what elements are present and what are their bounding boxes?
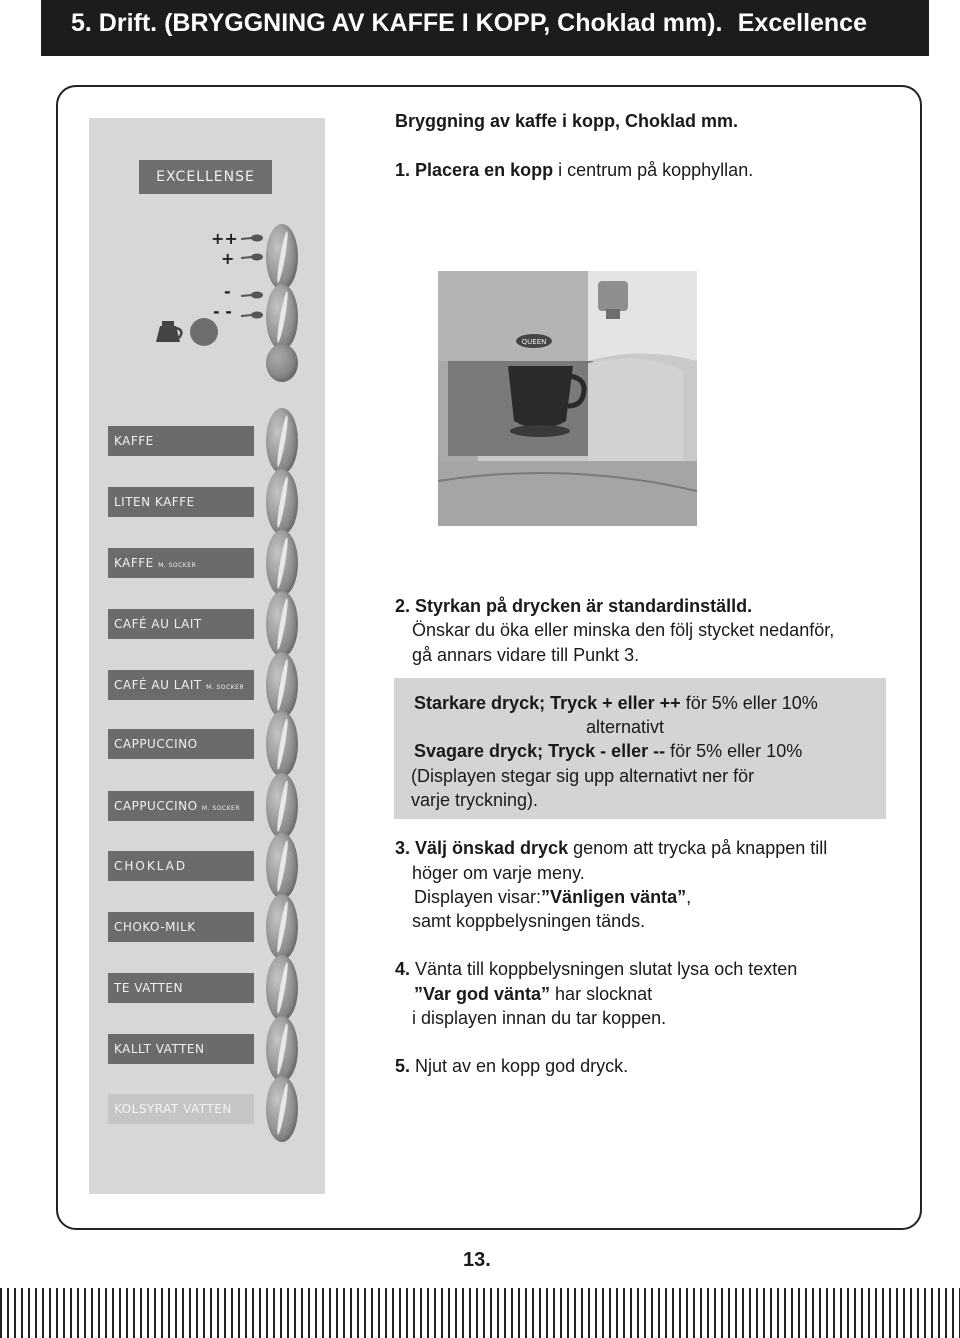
header-title: 5. Drift. (BRYGGNING AV KAFFE I KOPP, Choklad mm). xyxy=(71,9,723,37)
step-2-line3: gå annars vidare till Punkt 3. xyxy=(412,645,640,665)
spoon-icon xyxy=(241,291,263,299)
box-line-4: (Displayen stegar sig upp alternativt ner för xyxy=(411,766,755,786)
drink-button-kaffe[interactable] xyxy=(266,408,298,474)
drink-label-kaffe: KAFFE xyxy=(108,426,254,456)
section-heading: Bryggning av kaffe i kopp, Choklad mm. xyxy=(395,111,739,131)
drink-label-cappuccino-socker: CAPPUCCINO M. SOCKER xyxy=(108,791,254,821)
strength-plus-plus-label: ++ xyxy=(211,229,238,248)
step-3: 3. Välj önskad dryck genom att trycka på knappen till xyxy=(395,838,828,858)
drink-button-kaffe-socker[interactable] xyxy=(266,530,298,596)
step-3-line4: samt koppbelysningen tänds. xyxy=(412,911,646,931)
strength-increase-button[interactable] xyxy=(266,224,298,290)
box-line-1: Starkare dryck; Tryck + eller ++ för 5% eller 10% xyxy=(414,693,818,713)
drink-label-kallt-vatten: KALLT VATTEN xyxy=(108,1034,254,1064)
machine-photo xyxy=(438,271,697,526)
strength-plus-label: + xyxy=(221,249,235,268)
coffee-machine-image xyxy=(438,271,697,526)
header-brand: Excellence xyxy=(737,9,867,37)
drink-label-choklad: CHOKLAD xyxy=(108,851,254,881)
drink-label-kaffe-socker: KAFFE M. SOCKER xyxy=(108,548,254,578)
spoon-icon xyxy=(241,234,263,242)
drink-button-kolsyrat-vatten[interactable] xyxy=(266,1076,298,1142)
strength-minus-minus-label: - - xyxy=(213,302,232,321)
page-number: 13. xyxy=(463,1249,491,1271)
box-line-5: varje tryckning). xyxy=(411,790,539,810)
drink-button-liten-kaffe[interactable] xyxy=(266,469,298,535)
drink-label-liten-kaffe: LITEN KAFFE xyxy=(108,487,254,517)
drink-button-cappuccino[interactable] xyxy=(266,711,298,777)
spoon-icon xyxy=(241,311,263,319)
step-2-title: 2. Styrkan på drycken är standardinställd. xyxy=(395,596,753,616)
step-4-line3: i displayen innan du tar koppen. xyxy=(412,1008,667,1028)
footer-stripes xyxy=(0,1288,960,1338)
step-3-line3: Displayen visar:”Vänligen vänta”, xyxy=(414,887,692,907)
header-bar xyxy=(41,0,929,56)
drink-label-te-vatten: TE VATTEN xyxy=(108,973,254,1003)
step-2-line2: Önskar du öka eller minska den följ stycket nedanför, xyxy=(412,620,835,640)
pot-indicator-icon xyxy=(190,318,218,346)
step-5: 5. Njut av en kopp god dryck. xyxy=(395,1056,629,1076)
step-3-line2: höger om varje meny. xyxy=(412,863,585,883)
drink-label-cappuccino: CAPPUCCINO xyxy=(108,729,254,759)
drink-button-te-vatten[interactable] xyxy=(266,955,298,1021)
strength-minus-label: - xyxy=(224,282,231,301)
drink-button-cafe-au-lait[interactable] xyxy=(266,591,298,657)
step-4-line2: ”Var god vänta” har slocknat xyxy=(414,984,653,1004)
spoon-icon xyxy=(241,253,263,261)
drink-button-choklad[interactable] xyxy=(266,833,298,899)
pot-button[interactable] xyxy=(266,344,298,382)
drink-label-cafe-au-lait-socker: CAFÉ AU LAIT M. SOCKER xyxy=(108,670,254,700)
drink-button-cappuccino-socker[interactable] xyxy=(266,773,298,839)
svg-text:QUEEN: QUEEN xyxy=(521,338,547,346)
box-line-3: Svagare dryck; Tryck - eller -- för 5% eller 10% xyxy=(414,741,803,761)
drink-label-kolsyrat-vatten: KOLSYRAT VATTEN xyxy=(108,1094,254,1124)
drink-button-choko-milk[interactable] xyxy=(266,894,298,960)
drink-button-cafe-au-lait-socker[interactable] xyxy=(266,652,298,718)
drink-label-cafe-au-lait: CAFÉ AU LAIT xyxy=(108,609,254,639)
step-1: 1. Placera en kopp i centrum på kopphyllan. xyxy=(395,160,754,180)
strength-decrease-button[interactable] xyxy=(266,284,298,350)
box-line-2: alternativt xyxy=(586,717,665,737)
panel-display: EXCELLENSE xyxy=(139,160,272,194)
drink-label-choko-milk: CHOKO-MILK xyxy=(108,912,254,942)
drink-button-kallt-vatten[interactable] xyxy=(266,1016,298,1082)
coffee-pot-icon xyxy=(152,318,186,346)
step-4: 4. Vänta till koppbelysningen slutat lysa och texten xyxy=(395,959,798,979)
